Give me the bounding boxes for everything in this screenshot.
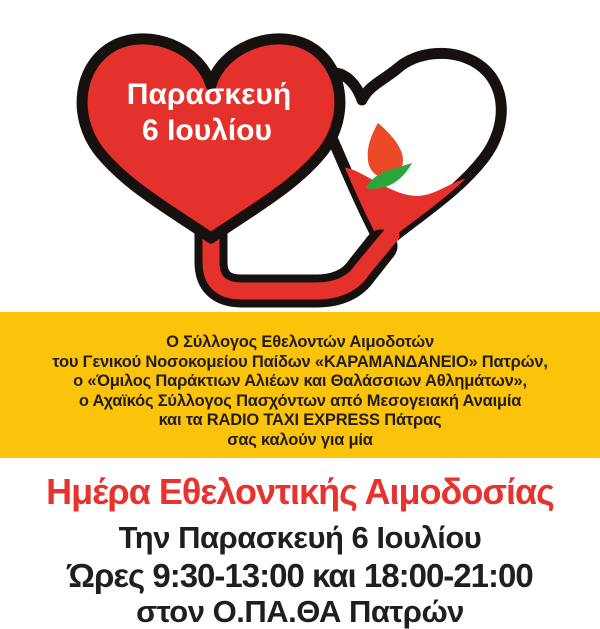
organizers-banner [0, 312, 600, 458]
organizer-line-1: Ο Σύλλογος Εθελοντών Αιμοδοτών [166, 333, 434, 351]
event-hours: Ώρες 9:30-13:00 και 18:00-21:00 [67, 557, 533, 594]
organizer-line-3: ο «Όμιλος Παράκτιων Αλιέων και Θαλάσσιων Αθλημάτων», [73, 372, 527, 390]
event-title: Ημέρα Εθελοντικής Αιμοδοσίας [46, 471, 554, 512]
organizer-line-4: ο Αχαϊκός Σύλλογος Πασχόντων από Μεσογειακή Αναιμία [78, 391, 522, 410]
event-date: Την Παρασκευή 6 Ιουλίου [118, 520, 482, 555]
heart-date-line2: 6 Ιουλίου [142, 114, 272, 147]
organizer-line-2: του Γενικού Νοσοκομείου Παίδων «ΚΑΡΑΜΑΝΔΑΝΕΙΟ» Πατρών, [52, 352, 548, 371]
organizer-line-6: σας καλούν για μία [227, 430, 373, 449]
event-location: στον Ο.ΠΑ.ΘΑ Πατρών [136, 594, 464, 629]
blood-donation-hearts-logo [0, 0, 600, 312]
left-heart-date [82, 39, 340, 238]
hearts-logo-section [0, 0, 600, 312]
event-details [0, 470, 600, 627]
organizer-line-5: και τα RADIO TAXI EXPRESS Πάτρας [158, 411, 442, 429]
heart-date-line1: Παρασκευή [126, 78, 292, 111]
